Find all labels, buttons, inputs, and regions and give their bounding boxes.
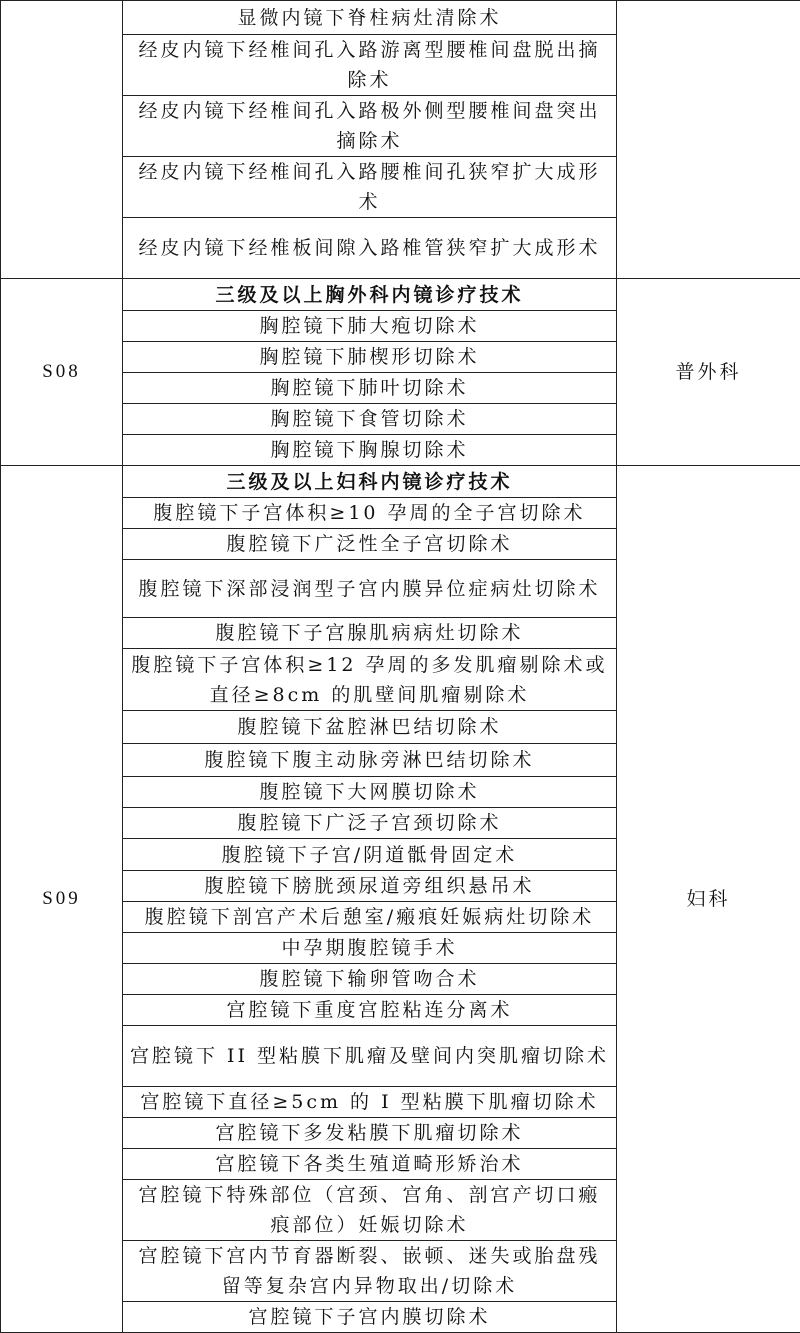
code-cell-continued xyxy=(1,1,123,279)
procedure-cell: 宫腔镜下重度宫腔粘连分离术 xyxy=(123,995,617,1026)
procedure-cell: 胸腔镜下肺大疱切除术 xyxy=(123,311,617,342)
procedure-cell: 腹腔镜下盆腔淋巴结切除术 xyxy=(123,711,617,744)
procedure-cell: 宫腔镜下各类生殖道畸形矫治术 xyxy=(123,1149,617,1180)
procedure-cell: 腹腔镜下子宫体积≥10 孕周的全子宫切除术 xyxy=(123,498,617,529)
procedure-cell: 腹腔镜下子宫腺肌病病灶切除术 xyxy=(123,618,617,649)
procedure-cell: 显微内镜下脊柱病灶清除术 xyxy=(123,1,617,35)
procedure-cell: 腹腔镜下剖宫产术后憩室/瘢痕妊娠病灶切除术 xyxy=(123,902,617,933)
department-cell-continued xyxy=(617,1,800,279)
procedure-cell: 腹腔镜下膀胱颈尿道旁组织悬吊术 xyxy=(123,871,617,902)
section-title: 三级及以上妇科内镜诊疗技术 xyxy=(123,466,617,498)
procedure-cell: 腹腔镜下广泛子宫颈切除术 xyxy=(123,808,617,839)
section-title: 三级及以上胸外科内镜诊疗技术 xyxy=(123,279,617,311)
procedure-cell: 经皮内镜下经椎间孔入路极外侧型腰椎间盘突出摘除术 xyxy=(123,96,617,157)
procedure-cell: 胸腔镜下肺叶切除术 xyxy=(123,373,617,404)
procedure-cell: 宫腔镜下直径≥5cm 的 I 型粘膜下肌瘤切除术 xyxy=(123,1087,617,1118)
procedure-cell: 腹腔镜下子宫/阴道骶骨固定术 xyxy=(123,839,617,871)
procedure-cell: 宫腔镜下特殊部位（宫颈、宫角、剖宫产切口瘢痕部位）妊娠切除术 xyxy=(123,1180,617,1241)
procedure-cell: 宫腔镜下宫内节育器断裂、嵌顿、迷失或胎盘残留等复杂宫内异物取出/切除术 xyxy=(123,1241,617,1302)
section-department: 妇科 xyxy=(617,466,800,1333)
procedure-cell: 胸腔镜下胸腺切除术 xyxy=(123,435,617,466)
procedure-cell: 宫腔镜下子宫内膜切除术 xyxy=(123,1302,617,1333)
procedure-cell: 胸腔镜下肺楔形切除术 xyxy=(123,342,617,373)
procedure-cell: 经皮内镜下经椎板间隙入路椎管狭窄扩大成形术 xyxy=(123,218,617,279)
procedure-cell: 腹腔镜下腹主动脉旁淋巴结切除术 xyxy=(123,744,617,777)
section-department: 普外科 xyxy=(617,279,800,466)
procedure-cell: 胸腔镜下食管切除术 xyxy=(123,404,617,435)
section-code: S08 xyxy=(1,279,123,466)
procedure-cell: 宫腔镜下 II 型粘膜下肌瘤及壁间内突肌瘤切除术 xyxy=(123,1026,617,1087)
procedure-cell: 腹腔镜下深部浸润型子宫内膜异位症病灶切除术 xyxy=(123,560,617,618)
procedure-cell: 腹腔镜下输卵管吻合术 xyxy=(123,964,617,995)
procedure-cell: 腹腔镜下子宫体积≥12 孕周的多发肌瘤剔除术或直径≥8cm 的肌壁间肌瘤剔除术 xyxy=(123,649,617,711)
procedure-cell: 经皮内镜下经椎间孔入路游离型腰椎间盘脱出摘除术 xyxy=(123,35,617,96)
procedure-cell: 宫腔镜下多发粘膜下肌瘤切除术 xyxy=(123,1118,617,1149)
procedure-cell: 腹腔镜下广泛性全子宫切除术 xyxy=(123,529,617,560)
procedure-cell: 腹腔镜下大网膜切除术 xyxy=(123,777,617,808)
procedure-cell: 中孕期腹腔镜手术 xyxy=(123,933,617,964)
procedure-cell: 经皮内镜下经椎间孔入路腰椎间孔狭窄扩大成形术 xyxy=(123,157,617,218)
section-code: S09 xyxy=(1,466,123,1333)
